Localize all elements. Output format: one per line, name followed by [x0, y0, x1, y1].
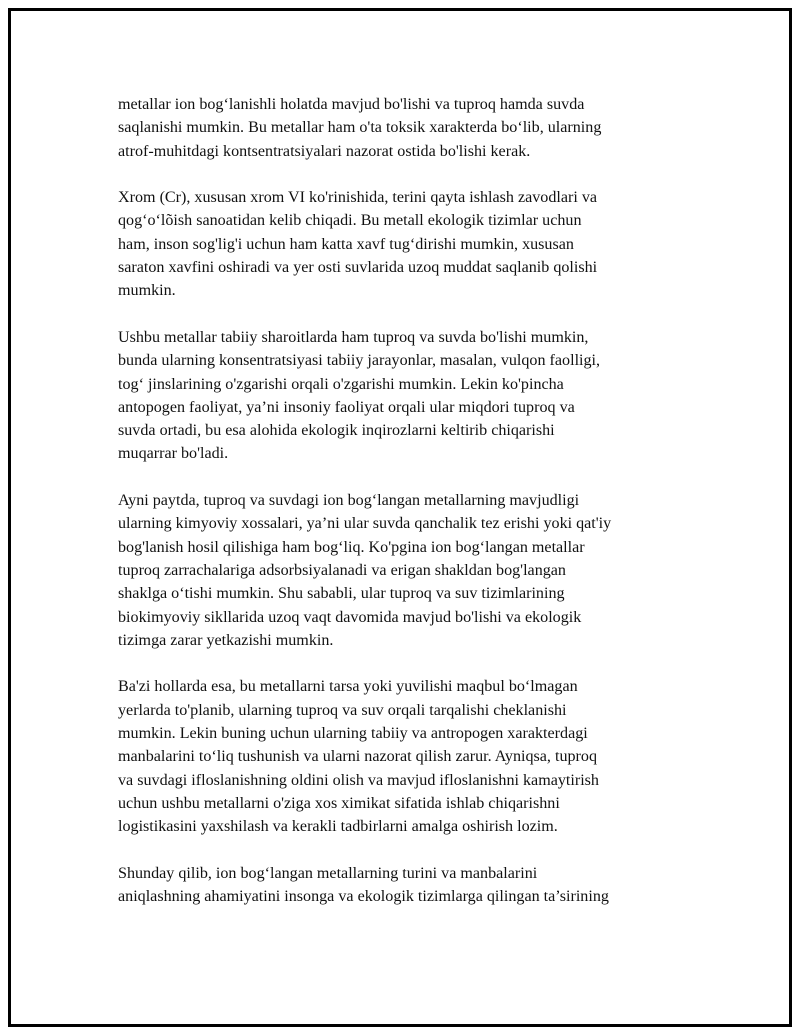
- text-line: tog‘ jinslarining o'zgarishi orqali o'zgarishi mumkin. Lekin ko'pincha: [118, 375, 564, 393]
- text-line: Xrom (Cr), xususan xrom VI ko'rinishida, terini qayta ishlash zavodlari va: [118, 189, 598, 207]
- text-line: logistikasini yaxshilash va kerakli tadbirlarni amalga oshirish lozim.: [118, 818, 558, 836]
- paragraph: [118, 489, 692, 652]
- text-line: shaklga o‘tishi mumkin. Shu sababli, ular tuproq va suv tizimlarining: [118, 585, 565, 603]
- text-line: bunda ularning konsentratsiyasi tabiiy jarayonlar, masalan, vulqon faolligi,: [118, 352, 601, 370]
- paragraph-gap: [118, 163, 692, 186]
- text-line: Shunday qilib, ion bog‘langan metallarning turini va manbalarini: [118, 864, 538, 882]
- paragraph: [118, 862, 692, 909]
- text-line: saraton xavfini oshiradi va yer osti suvlarida uzoq muddat saqlanib qolishi: [118, 259, 598, 277]
- text-line: Ushbu metallar tabiiy sharoitlarda ham tuproq va suvda bo'lishi mumkin,: [118, 328, 589, 346]
- text-line: antopogen faoliyat, ya’ni insoniy faoliyat orqali ular miqdori tuproq va: [118, 398, 575, 416]
- paragraph: [118, 326, 692, 466]
- text-line: va suvdagi ifloslanishning oldini olish va mavjud ifloslanishni kamaytirish: [118, 771, 599, 789]
- text-line: qog‘o‘lõish sanoatidan kelib chiqadi. Bu metall ekologik tizimlar uchun: [118, 212, 582, 230]
- text-line: aniqlashning ahamiyatini insonga va ekologik tizimlarga qilingan ta’sirining: [118, 888, 609, 906]
- paragraph-gap: [118, 839, 692, 862]
- text-line: ularning kimyoviy xossalari, ya’ni ular suvda qanchalik tez erishi yoki qat'iy: [118, 515, 612, 533]
- text-line: tizimga zarar yetkazishi mumkin.: [118, 631, 334, 649]
- text-line: yerlarda to'planib, ularning tuproq va suv orqali tarqalishi cheklanishi: [118, 701, 567, 719]
- text-line: metallar ion bog‘lanishli holatda mavjud bo'lishi va tuproq hamda suvda: [118, 96, 585, 113]
- text-line: tuproq zarrachalariga adsorbsiyalanadi va erigan shakldan bog'langan: [118, 561, 566, 579]
- text-line: muqarrar bo'ladi.: [118, 445, 229, 463]
- text-line: Ba'zi hollarda esa, bu metallarni tarsa yoki yuvilishi maqbul bo‘lmagan: [118, 678, 578, 696]
- paragraph: [118, 186, 692, 302]
- document-body: [118, 93, 692, 908]
- paragraph-gap: [118, 303, 692, 326]
- paragraph-gap: [118, 652, 692, 675]
- text-line: suvda ortadi, bu esa alohida ekologik inqirozlarni keltirib chiqarishi: [118, 422, 555, 440]
- text-line: ham, inson sog'lig'i uchun ham katta xavf tug‘dirishi mumkin, xususan: [118, 235, 574, 253]
- text-line: mumkin.: [118, 282, 176, 300]
- text-line: saqlanishi mumkin. Bu metallar ham o'ta toksik xarakterda bo‘lib, ularning: [118, 119, 602, 137]
- text-line: bog'lanish hosil qilishiga ham bog‘liq. Ko'pgina ion bog‘langan metallar: [118, 538, 585, 556]
- text-line: manbalarini to‘liq tushunish va ularni nazorat qilish zarur. Ayniqsa, tuproq: [118, 748, 597, 766]
- text-line: Ayni paytda, tuproq va suvdagi ion bog‘langan metallarning mavjudligi: [118, 492, 580, 510]
- text-line: atrof-muhitdagi kontsentratsiyalari nazorat ostida bo'lishi kerak.: [118, 142, 531, 160]
- text-line: mumkin. Lekin buning uchun ularning tabiiy va antropogen xarakterdagi: [118, 725, 588, 743]
- paragraph-gap: [118, 466, 692, 489]
- text-line: biokimyoviy sikllarida uzoq vaqt davomida mavjud bo'lishi va ekologik: [118, 608, 582, 626]
- paragraph: [118, 675, 692, 838]
- paragraph: [118, 93, 692, 163]
- text-line: uchun ushbu metallarni o'ziga xos ximikat sifatida ishlab chiqarishni: [118, 794, 560, 812]
